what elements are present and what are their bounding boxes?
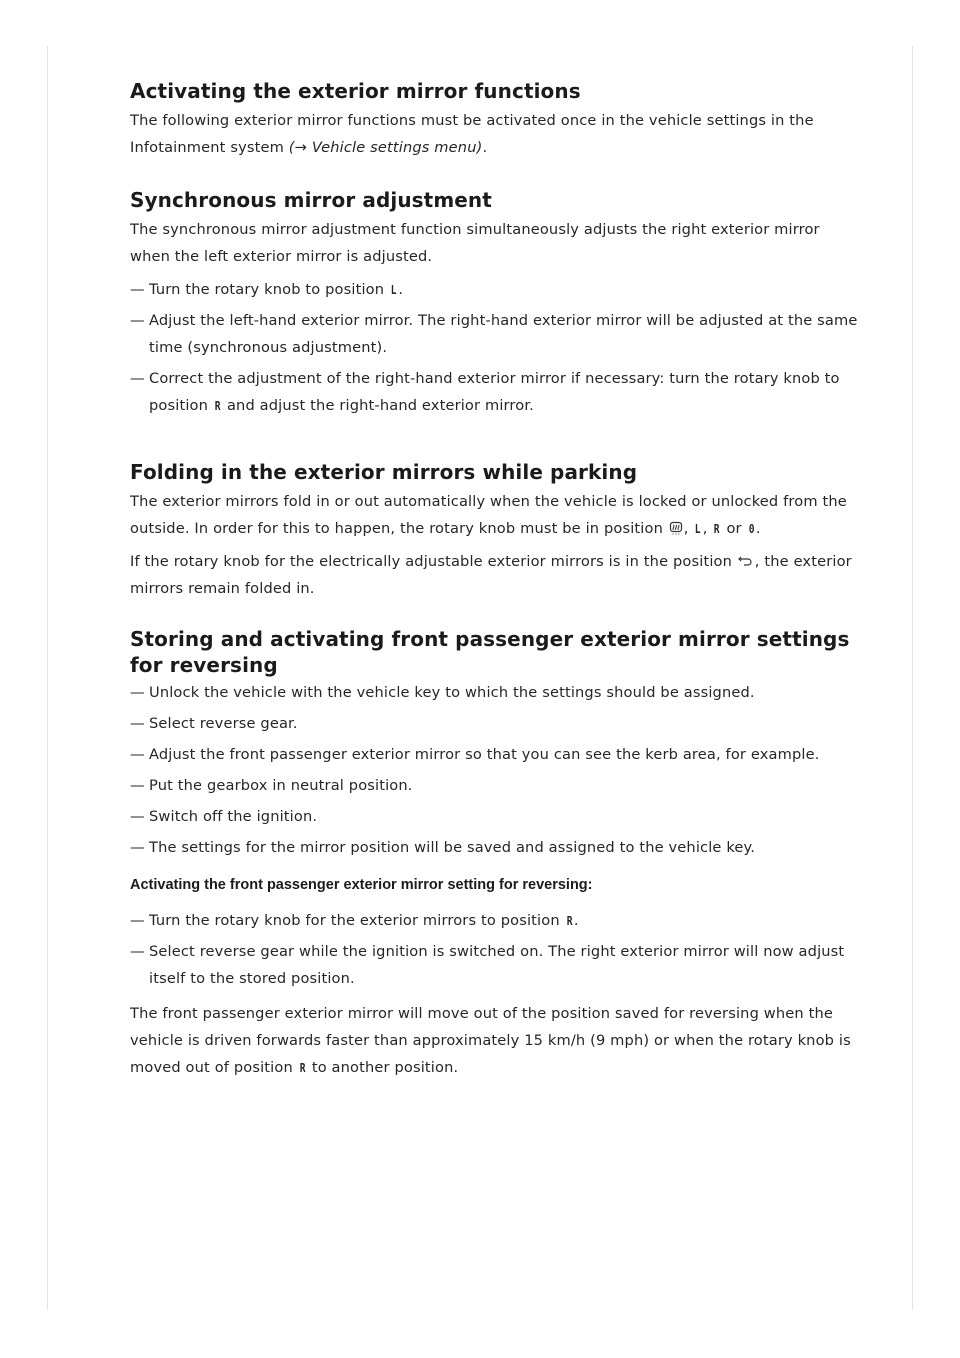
step-dash: — (130, 746, 145, 763)
mirror-heating-icon (669, 521, 683, 535)
instruction-step (130, 710, 860, 737)
ref-text: Vehicle settings menu) (307, 139, 483, 156)
separator: , (683, 520, 694, 537)
subsection-heading: Activating the front passenger exterior mirror setting for reversing: (130, 877, 593, 893)
step-end: . (398, 281, 404, 298)
step-text: Unlock the vehicle with the vehicle key to which the settings should be assigned. (149, 684, 755, 701)
step-text: Adjust the left-hand exterior mirror. The right-hand exterior mirror will be adjusted at the same time (synchronous adjustment). (149, 312, 858, 356)
folding-paragraph (130, 488, 860, 542)
instruction-step (130, 741, 860, 768)
step-text: Switch off the ignition. (149, 808, 318, 825)
step-dash: — (130, 839, 145, 856)
section-heading: Folding in the exterior mirrors while parking (130, 460, 638, 484)
step-dash: — (130, 777, 145, 794)
position-r-symbol: R (566, 914, 573, 928)
position-l-symbol: L (390, 283, 397, 297)
position-r-symbol: R (214, 399, 221, 413)
section-intro: The synchronous mirror adjustment function simultaneously adjusts the right exterior mirror when the left exterior mirror is adjusted. (130, 221, 820, 265)
position-0-symbol: 0 (748, 522, 755, 536)
position-l-symbol: L (695, 522, 701, 536)
separator: , (702, 520, 713, 537)
paragraph-end: . (755, 520, 761, 537)
section-synchronous-adjustment (130, 187, 860, 419)
step-text: Turn the rotary knob for the exterior mirrors to position (149, 912, 565, 929)
closing-paragraph (130, 1000, 860, 1081)
step-text: Put the gearbox in neutral position. (149, 777, 413, 794)
section-intro (130, 107, 860, 161)
intro-end: . (482, 139, 488, 156)
position-r-symbol: R (299, 1061, 306, 1075)
ref-open: ( (288, 139, 295, 156)
intro-text: The following exterior mirror functions must be activated once in the vehicle settings in the Infotainment system (130, 112, 814, 156)
position-r-symbol: R (714, 522, 720, 536)
step-text: Turn the rotary knob to position (149, 281, 389, 298)
step-text: Select reverse gear while the ignition is switched on. The right exterior mirror will now adjust itself to the stored position. (149, 943, 845, 987)
step-text: The settings for the mirror position will be saved and assigned to the vehicle key. (149, 839, 756, 856)
instruction-step (130, 772, 860, 799)
vehicle-settings-reference[interactable] (289, 139, 483, 156)
step-dash: — (130, 281, 145, 298)
instruction-step (130, 276, 860, 303)
paragraph-end: to another position. (307, 1059, 459, 1076)
right-margin-rule (912, 46, 913, 1310)
instruction-step (130, 907, 860, 934)
instruction-step (130, 307, 860, 361)
step-dash: — (130, 943, 145, 960)
cross-reference-arrow-icon: → (294, 139, 308, 156)
section-reversing-mirror-settings (130, 626, 860, 1081)
instruction-step (130, 938, 860, 992)
instruction-step (130, 803, 860, 830)
section-heading: Activating the exterior mirror functions (130, 79, 581, 103)
step-text: Correct the adjustment of the right-hand exterior mirror if necessary: turn the rotary knob to position (149, 370, 840, 414)
step-text: Select reverse gear. (149, 715, 298, 732)
paragraph-end: , the exterior mirrors remain folded in. (130, 553, 852, 597)
instruction-step (130, 679, 860, 706)
section-activating-mirror-functions (130, 78, 860, 161)
step-text: Adjust the front passenger exterior mirror so that you can see the kerb area, for example. (149, 746, 820, 763)
paragraph-text: If the rotary knob for the electrically adjustable exterior mirrors is in the position (130, 553, 737, 570)
section-folding-mirrors (130, 459, 860, 602)
paragraph-text: The front passenger exterior mirror will move out of the position saved for reversing when the vehicle is driven forwards faster than approximately 15 km/h (9 mph) or when the rotary knob is moved out of position (130, 1005, 851, 1076)
section-heading: Storing and activating front passenger exterior mirror settings for reversing (130, 627, 850, 677)
reversing-steps-list (130, 679, 860, 861)
paragraph-text: The exterior mirrors fold in or out automatically when the vehicle is locked or unlocked from the outside. In order for this to happen, the rotary knob must be in position (130, 493, 847, 537)
separator: or (721, 520, 747, 537)
mirror-fold-icon (738, 556, 754, 568)
folded-in-paragraph (130, 548, 860, 602)
left-margin-rule (47, 46, 48, 1310)
instruction-step (130, 834, 860, 861)
step-dash: — (130, 370, 145, 387)
section-heading: Synchronous mirror adjustment (130, 188, 492, 212)
step-end: . (573, 912, 579, 929)
instruction-step (130, 365, 860, 419)
manual-page-content (130, 78, 860, 1081)
step-dash: — (130, 715, 145, 732)
step-end: and adjust the right-hand exterior mirror. (222, 397, 534, 414)
step-dash: — (130, 808, 145, 825)
step-dash: — (130, 684, 145, 701)
step-dash: — (130, 912, 145, 929)
step-dash: — (130, 312, 145, 329)
